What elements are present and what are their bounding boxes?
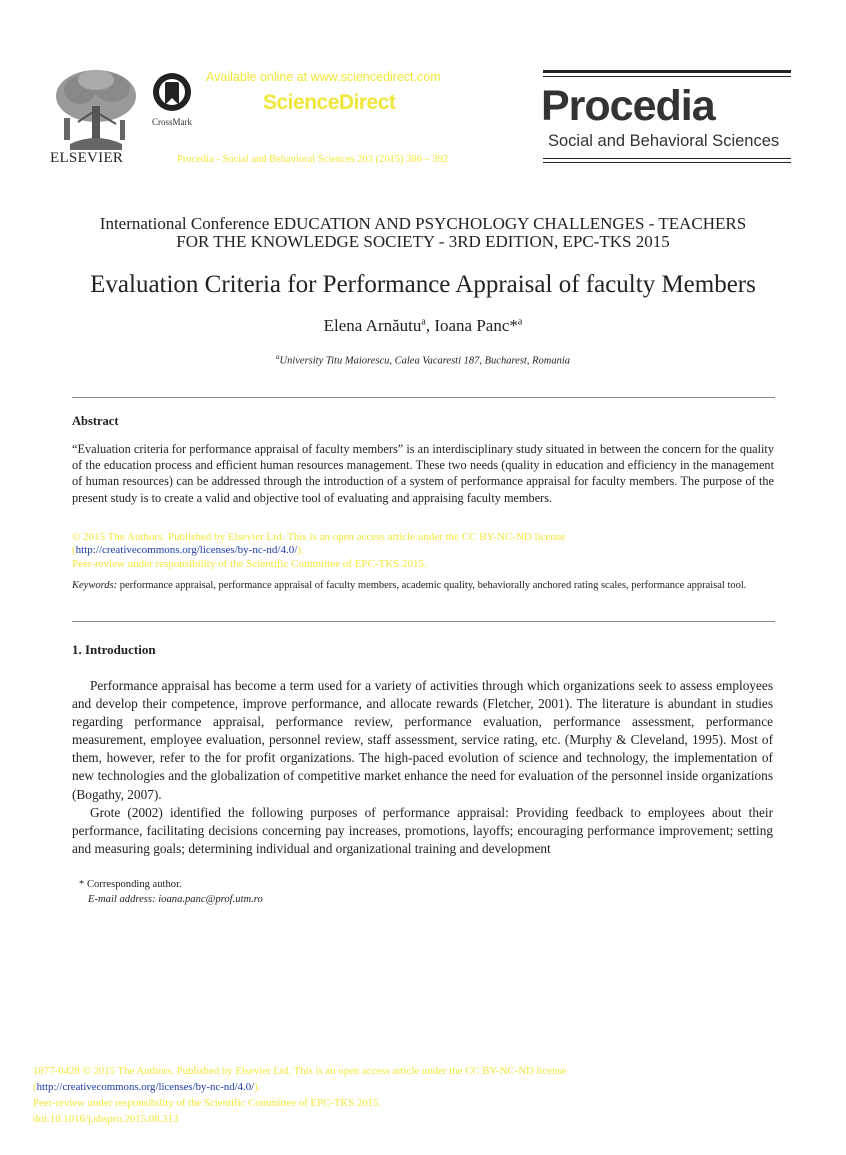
elsevier-tree-logo — [50, 66, 142, 150]
footer-peer-review: Peer-review under responsibility of the Scientific Committee of EPC-TKS 2015. — [33, 1097, 382, 1109]
email-line — [88, 892, 263, 907]
author-affiliation-mark: a — [517, 316, 523, 328]
available-online-text[interactable]: Available online at www.sciencedirect.com — [206, 70, 441, 84]
corresponding-author-footnote — [79, 877, 263, 907]
header-rule-top — [543, 70, 791, 73]
author-separator: , — [425, 316, 435, 335]
email-label: E-mail address: — [88, 894, 156, 905]
issn-license-footer — [33, 1063, 733, 1127]
elsevier-wordmark: ELSEVIER — [50, 150, 124, 166]
abstract-peer-review: Peer-review under responsibility of the Scientific Committee of EPC-TKS 2015. — [72, 557, 427, 570]
affiliation-text: University Titu Maiorescu, Calea Vacaresti 187, Bucharest, Romania — [279, 355, 570, 367]
keywords-text: performance appraisal, performance appraisal of faculty members, academic quality, behaviorally anchored rating scales, performance appraisal tool. — [117, 580, 747, 591]
article-title: Evaluation Criteria for Performance Appraisal of faculty Members — [90, 271, 756, 298]
paragraph: Performance appraisal has become a term used for a variety of activities through which organizations seek to assess employees and develop their competence, improve performance, and allocate rewards (Fletcher, 2001). The literature is abundant in studies regarding performance appraisal, performance review, performance evaluation, performance assessment, performance measurement, employee evaluation, personnel review, staff assessment, service rating, etc. (Murphy & Cleveland, 1995). Most of them, however, refer to the for profit organizations. The high-paced evolution of science and technology, the implementation of new technologies and the globalization of competitive market enhance the need for evaluation of the personnel inside organizations (Bogathy, 2007). — [72, 678, 773, 802]
crossmark-badge[interactable] — [148, 72, 196, 127]
crossmark-label: CrossMark — [152, 117, 192, 127]
keywords-label: Keywords: — [72, 580, 118, 591]
abstract-license-block — [72, 531, 774, 571]
author-name: Elena Arnăutu — [323, 316, 422, 335]
doi[interactable]: doi:10.1016/j.sbspro.2015.08.313 — [33, 1113, 179, 1125]
abstract-copyright: © 2015 The Authors. Published by Elsevier Ltd. This is an open access article under the CC BY-NC-ND license — [72, 531, 566, 543]
header-rule-bottom — [543, 158, 791, 159]
section-heading-introduction: 1. Introduction — [72, 642, 156, 657]
keywords — [72, 578, 774, 593]
header-rule-top-thin — [543, 76, 791, 77]
abstract-bottom-divider — [72, 621, 775, 622]
journal-name: Procedia — [541, 82, 715, 130]
abstract-heading: Abstract — [72, 414, 119, 428]
footer-license-line — [33, 1079, 733, 1095]
license-link[interactable]: http://creativecommons.org/licenses/by-nc-nd/4.0/ — [75, 544, 298, 557]
abstract-body: “Evaluation criteria for performance appraisal of faculty members” is an interdisciplinary study situated in between the concern for the quality of the education process and efficient human resources management. These two needs (quality in education and efficiency in the management of human resources) can be addressed through the introduction of a system of performance appraisal for faculty members. The purpose of the present study is to create a valid and objective tool of evaluating and appraising faculty members. — [72, 442, 774, 505]
introduction-body — [72, 677, 773, 858]
header-rule-bottom-2 — [543, 162, 791, 163]
paragraph: Grote (2002) identified the following purposes of performance appraisal: Providing feedback to employees about their performance, facilitating decisions concerning pay increases, promotions, layoffs; encouraging performance improvement; setting and measuring goals; determining individual and organizational training and development — [72, 804, 773, 856]
author-list — [40, 316, 806, 336]
license-open-paren: ( — [33, 1081, 37, 1093]
conference-line-2: FOR THE KNOWLEDGE SOCIETY - 3RD EDITION, EPC-TKS 2015 — [176, 232, 670, 251]
journal-subtitle: Social and Behavioral Sciences — [548, 132, 780, 150]
sciencedirect-logo-text: ScienceDirect — [263, 91, 396, 114]
license-close-paren: ). — [254, 1081, 261, 1093]
author-affiliation-mark: a — [421, 316, 426, 328]
abstract-license-line — [72, 544, 774, 557]
conference-line-1: International Conference EDUCATION AND PSYCHOLOGY CHALLENGES - TEACHERS — [99, 214, 747, 233]
affiliation — [40, 353, 806, 367]
footer-license-link[interactable]: http://creativecommons.org/licenses/by-nc-nd/4.0/ — [36, 1081, 255, 1093]
affiliation-mark: a — [276, 353, 280, 361]
abstract-top-divider — [72, 397, 775, 398]
conference-name — [60, 215, 786, 251]
journal-citation: Procedia - Social and Behavioral Sciences 203 (2015) 386 – 392 — [177, 154, 449, 165]
license-open-paren: ( — [72, 544, 76, 557]
author-name: Ioana Panc* — [434, 316, 518, 335]
crossmark-icon — [152, 72, 192, 112]
email-address[interactable]: ioana.panc@prof.utm.ro — [158, 894, 263, 905]
issn-copyright: 1877-0428 © 2015 The Authors. Published by Elsevier Ltd. This is an open access article under the CC BY-NC-ND license — [33, 1065, 567, 1077]
license-close-paren: ). — [297, 544, 304, 557]
corresponding-label: * Corresponding author. — [79, 879, 182, 890]
